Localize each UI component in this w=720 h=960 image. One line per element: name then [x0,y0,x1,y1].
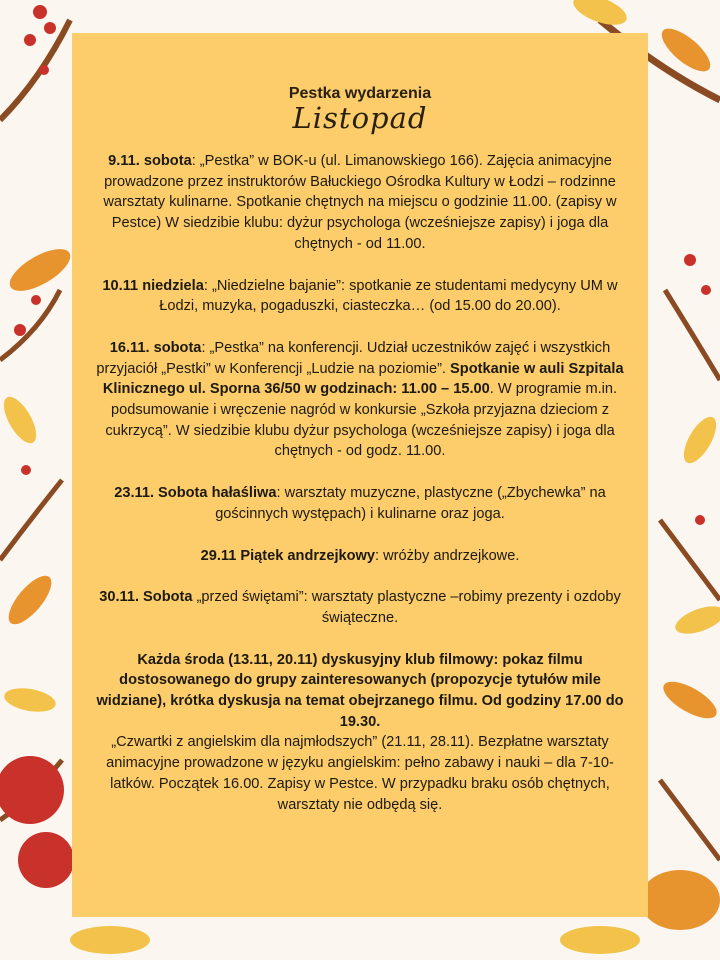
event-description-tail: . W programie m.in. podsumowanie i wręczenie nagród w konkursie „Szkoła przyjazna dzieciom z cukrzycą”. W siedzibie klubu dyżur psychologa (wcześniejsze zapisy) i joga dla chętnych - od godz. 11.00. [105,381,618,460]
event-date: 10.11 niedziela [102,277,204,294]
event-description: : „Niedzielne bajanie”: spotkanie ze studentami medycyny UM w Łodzi, muzyka, pogaduszki, ciasteczka… (od 15.00 do 20.00). [159,277,618,315]
event-item [96,546,624,567]
event-description: : „Pestka” w BOK-u (ul. Limanowskiego 166). Zajęcia animacyjne prowadzone przez instruktorów Bałuckiego Ośrodka Kultury w Łodzi – rodzinne warsztaty kulinarne. Spotkanie chętnych na miejscu o godzinie 11.00. (zapisy w Pestce) W siedzibie klubu: dyżur psychologa (wcześniejsze zapisy) i joga dla chętnych - od 11.00. [103,153,617,252]
event-description: : warsztaty muzyczne, plastyczne („Zbychewka” na gościnnych występach) i kulinarne oraz joga. [215,485,606,522]
event-description: : „Pestka” na konferencji. Udział uczestników zajęć i wszystkich przyjaciół „Pestki” w Konferencji „Ludzie na poziomie”. [96,339,611,377]
event-date: 23.11. Sobota hałaśliwa [114,485,277,502]
event-description: : wróżby andrzejkowe. [375,547,520,564]
event-highlight: Spotkanie w auli Szpitala Klinicznego ul. Sporna 36/50 w godzinach: 11.00 – 15.00 [102,360,624,398]
event-item [96,276,624,317]
event-date: 29.11 Piątek andrzejkowy [200,547,376,564]
event-date: 9.11. sobota [108,153,192,169]
event-item [96,650,624,816]
month-title: Listopad [292,101,428,135]
event-date: 30.11. Sobota [99,589,193,606]
event-description: „Czwartki z angielskim dla najmłodszych” (21.11, 28.11). Bezpłatne warsztaty animacyjne prowadzone w języku angielskim: pełno zabawy i nauki – dla 7-10-latków. Początek 16.00. Zapisy w Pestce. W przypadku braku osób chętnych, warsztaty nie odbędą się. [106,734,614,813]
event-description: „przed świętami”: warsztaty plastyczne –robimy prezenty i ozdoby świąteczne. [192,589,621,626]
event-item [96,338,624,462]
page-title: Pestka wydarzenia [288,85,432,102]
event-highlight: Każda środa (13.11, 20.11) dyskusyjny klub filmowy: pokaz filmu dostosowanego do grupy zainteresowanych (propozycje tytułów mile widziane), krótka dyskusja na temat obejrzanego filmu. Od godziny 17.00 do 19.30. [96,651,624,730]
events-panel [72,33,648,917]
event-item [96,483,624,524]
event-date: 16.11. sobota [109,339,202,356]
event-item [96,151,624,255]
event-item [96,587,624,628]
